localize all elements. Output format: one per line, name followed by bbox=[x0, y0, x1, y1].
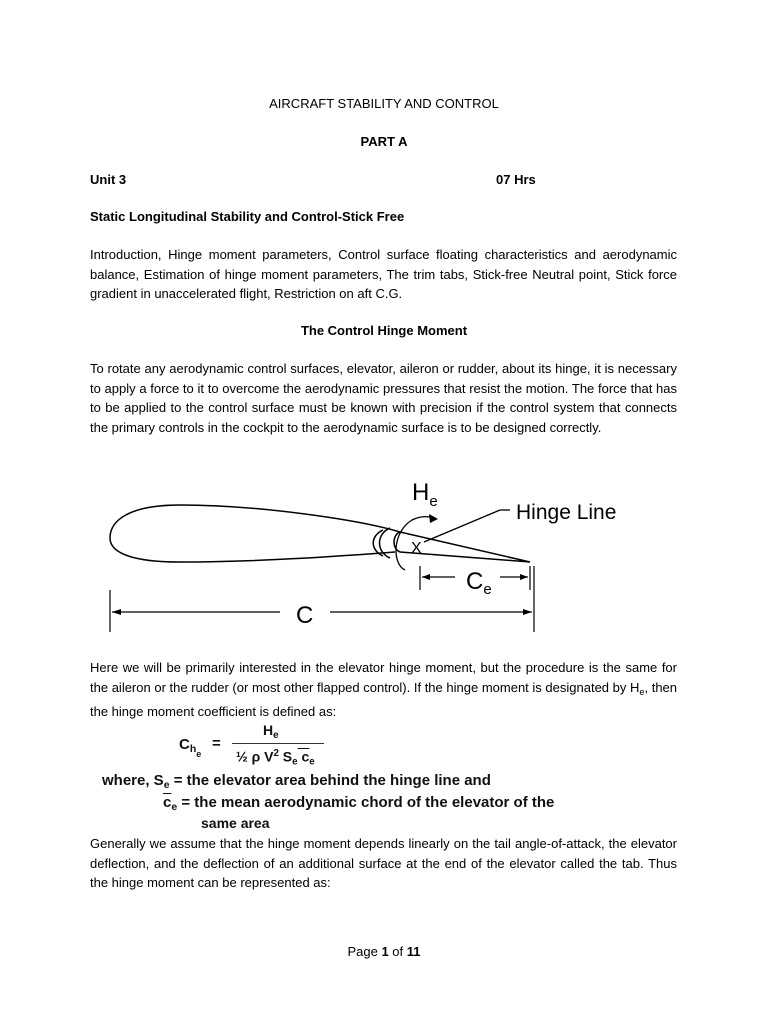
label-he: H bbox=[412, 479, 430, 506]
hinge-line-pointer bbox=[424, 510, 500, 542]
hinge-arrow-head bbox=[429, 514, 438, 523]
formula-same-area: same area bbox=[201, 815, 270, 831]
fraction-bar bbox=[232, 743, 324, 744]
page-number: 1 bbox=[381, 944, 389, 959]
formula-where-line: where, $S_e$ = the elevator area behind the hinge line and bbox=[102, 772, 491, 791]
hinge-moment-paragraph: To rotate any aerodynamic control surfaces, elevator, aileron or rudder, about its hinge, it is necessary to apply a force to it to overcome the aerodynamic pressures that resist the motion. The force that has to be applied to the control surface must be known with precision if the control system that connects the primary controls in the cockpit to the aerodynamic surface is to be designed correctly. bbox=[90, 361, 677, 435]
formula-chord-line: $\overline{c}_e$ = the mean aerodynamic chord of the elevator of the bbox=[163, 794, 555, 813]
airfoil-hinge-diagram bbox=[0, 470, 768, 640]
elevator-paragraph: Here we will be primarily interested in the elevator hinge moment, but the procedure is the same for the aileron or the rudder (or most other flapped control). If the hinge moment is designated by $H_e$, then the hinge moment coefficient is defined as: bbox=[90, 660, 678, 719]
intro-paragraph: Introduction, Hinge moment parameters, Control surface floating characteristics and aerodynamic balance, Estimation of hinge moment parameters, The trim tabs, Stick-free Neutral point, Stick force gradient in unaccelerated flight, Restriction on aft C.G. bbox=[90, 247, 677, 301]
linear-hinge-paragraph: Generally we assume that the hinge moment depends linearly on the tail angle-of-attack, the elevator deflection, and the deflection of an additional surface at the end of the elevator called the tab. Thus the hinge moment can be represented as: bbox=[90, 836, 677, 890]
subsection-heading: The Control Hinge Moment bbox=[300, 323, 468, 338]
formula-lhs: $C_{he}$ bbox=[179, 736, 202, 759]
label-x: X bbox=[411, 540, 422, 557]
formula-equals: = bbox=[212, 735, 221, 752]
part-label: PART A bbox=[360, 134, 408, 149]
label-ce: C bbox=[466, 568, 484, 595]
unit-label: Unit 3 bbox=[90, 172, 127, 187]
label-hinge-line: Hinge Line bbox=[516, 501, 617, 524]
page-total: 11 bbox=[406, 944, 421, 959]
label-c: C bbox=[296, 602, 314, 629]
svg-text:He: $H_e$ bbox=[412, 479, 438, 510]
page-footer: Page 1 of 11 bbox=[347, 944, 421, 959]
section-heading: Static Longitudinal Stability and Control-Stick Free bbox=[90, 209, 405, 224]
airfoil-outline bbox=[110, 505, 400, 562]
hours-label: 07 Hrs bbox=[496, 172, 536, 187]
svg-text:Ce: $C_e$ bbox=[466, 568, 492, 598]
formula-numerator: $H_e$ bbox=[263, 722, 279, 741]
document-title: AIRCRAFT STABILITY AND CONTROL bbox=[269, 96, 499, 111]
formula-denominator: ½ ρ $V^2$ $S_e$ $c_e$ bbox=[236, 748, 315, 768]
